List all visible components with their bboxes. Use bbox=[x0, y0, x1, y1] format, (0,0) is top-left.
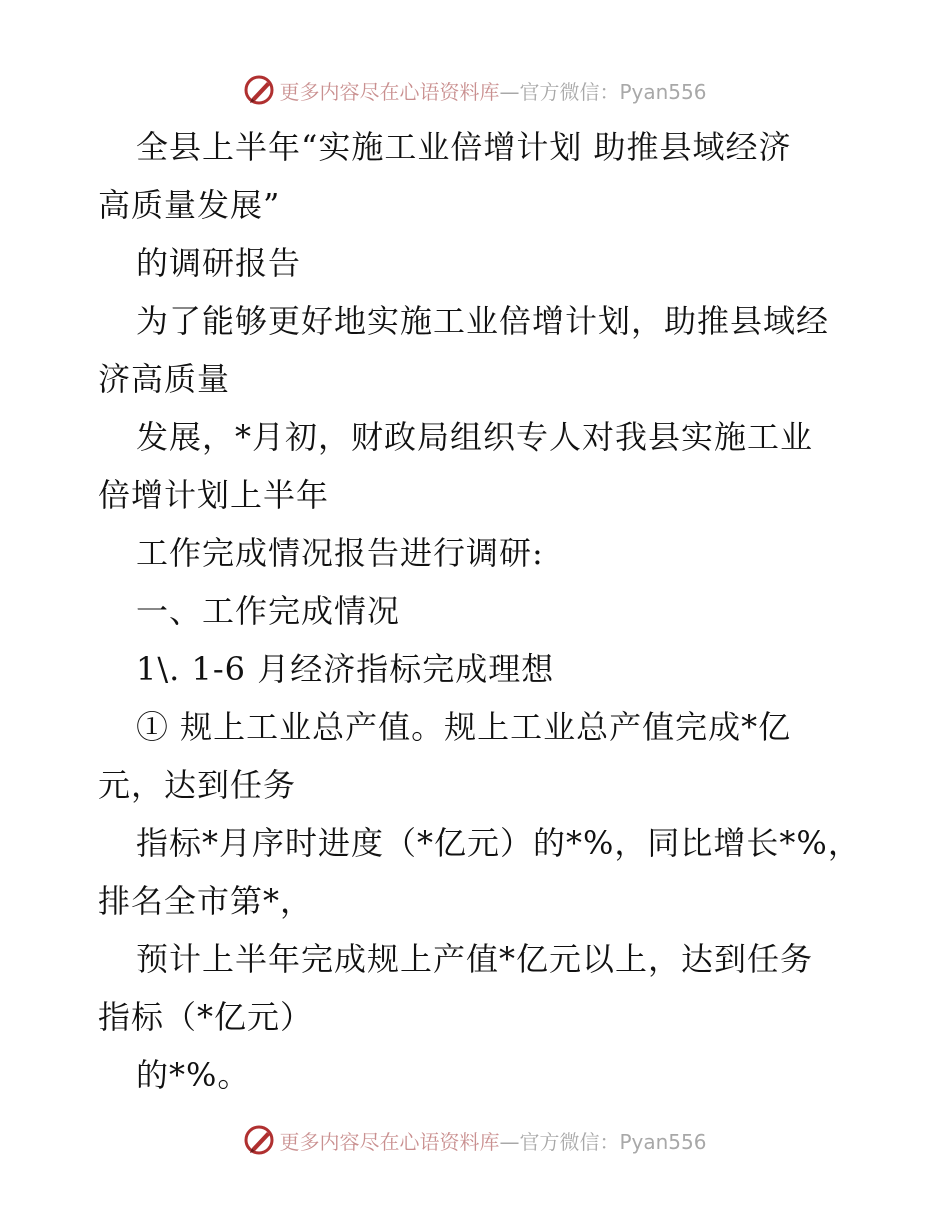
section-heading: 一、工作完成情况 bbox=[136, 592, 401, 630]
watermark-tail-text: —官方微信：Pyan556 bbox=[499, 79, 707, 104]
doc-text-line: 倍增计划上半年 bbox=[98, 476, 330, 514]
pen-logo-icon bbox=[243, 1124, 275, 1156]
watermark-tail-text: —官方微信：Pyan556 bbox=[499, 1129, 707, 1154]
doc-text-line: 排名全市第*， bbox=[98, 882, 314, 920]
doc-text-line: 元，达到任务 bbox=[98, 766, 297, 804]
watermark-footer bbox=[0, 1120, 950, 1160]
doc-text-line: 的*%。 bbox=[136, 1056, 251, 1094]
doc-text-line: 工作完成情况报告进行调研: bbox=[136, 534, 544, 572]
doc-text-line: 预计上半年完成规上产值*亿元以上，达到任务 bbox=[136, 940, 814, 978]
doc-text-line: 为了能够更好地实施工业倍增计划，助推县域经 bbox=[136, 302, 830, 340]
subsection-heading: 1\. 1-6 月经济指标完成理想 bbox=[136, 650, 555, 688]
doc-text-line: 发展，*月初，财政局组织专人对我县实施工业 bbox=[136, 418, 814, 456]
pen-logo-icon bbox=[243, 74, 275, 106]
watermark-main-text: 更多内容尽在心语资料库 bbox=[279, 79, 500, 104]
doc-text-line: ① 规上工业总产值。规上工业总产值完成*亿 bbox=[136, 708, 792, 746]
watermark-header bbox=[0, 70, 950, 110]
doc-text-line: 济高质量 bbox=[98, 360, 231, 398]
watermark-main-text: 更多内容尽在心语资料库 bbox=[279, 1129, 500, 1154]
doc-text-line: 指标（*亿元） bbox=[98, 998, 314, 1036]
doc-title-line: 高质量发展” bbox=[98, 186, 281, 224]
doc-title-line: 全县上半年“实施工业倍增计划 助推县域经济 bbox=[136, 128, 792, 166]
doc-text-line: 指标*月序时进度（*亿元）的*%，同比增长*%， bbox=[136, 824, 861, 862]
doc-title-line: 的调研报告 bbox=[136, 244, 302, 282]
